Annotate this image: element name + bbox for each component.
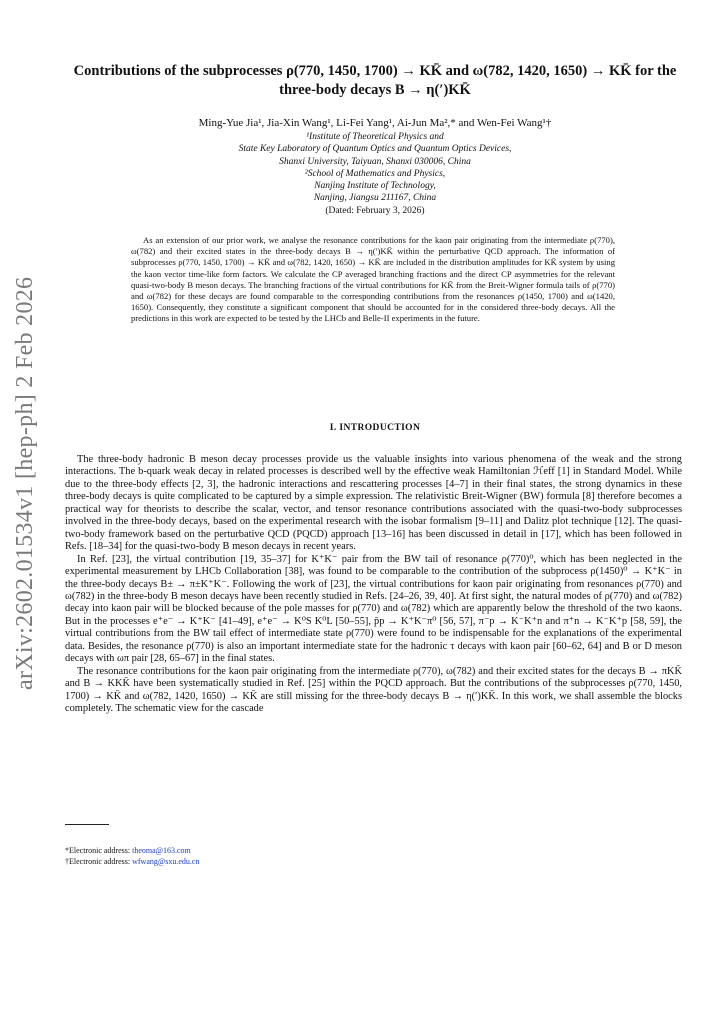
body-paragraph: The three-body hadronic B meson decay processes provide us the valuable insights into various phenomena of the weak and the strong interactions. The b-quark weak decay in related processes is described well by the effective weak Hamiltonian ℋeff [1] in Standard Model. While due to the three-body effects [2, 3], the hadronic interactions and rescattering processes [4–7] in their final states, the strong dynamics in these three-body decays is quite complicated to be captured by a simple expression. The relativistic Breit-Wigner (BW) formula [8] therefore becomes a practical way for theorists to describe the scalar, vector, and tensor resonance contributions associated with the quasi-two-body subprocesses involved in the three-body decays, based on the experimental research with the isobar formalism [9–11] and Dalitz plot technique [12]. The quasi-two-body framework based on the perturbative QCD (PQCD) approach [13–16] has been discussed in detail in [17], which has been followed in Refs. [18–34] for the quasi-two-body B meson decays in recent years.	[65, 454, 682, 553]
affiliations	[60, 131, 690, 217]
date-line: (Dated: February 3, 2026)	[325, 205, 425, 216]
footnote	[65, 857, 665, 868]
title-line-2: three-body decays B → η(′)KK̄	[279, 82, 471, 98]
abstract-text: As an extension of our prior work, we analyse the resonance contributions for the kaon pair originating from the intermediate ρ(770), ω(782) and their excited states in the three-body decays B → η(′)KK̄ within the perturbative QCD approach. The information of subprocesses ρ(770, 1450, 1700) → KK̄ and ω(782, 1420, 1650) → KK̄ are included in the distribution amplitudes for KK̄ system by using the kaon vector time-like form factors. We calculate the CP averaged branching fractions and the direct CP asymmetries for the relevant quasi-two-body B meson decays. The branching fractions of the virtual contributions for KK̄ from the Breit-Wigner formula tails of ρ(770) and ω(782) for these decays are found comparable to the corresponding contributions from the resonances ρ(1450, 1700) and ω(1420, 1650). Consequently, they constitute a significant component that should be accounted for in the considered three-body decays. All the predictions in this work are expected to be tested by the LHCb and Belle-II experiments in the future.	[131, 235, 615, 324]
footnotes	[65, 846, 665, 867]
section-heading-introduction: I. INTRODUCTION	[329, 423, 421, 433]
arxiv-identifier-stamp: arXiv:2602.01534v1 [hep-ph] 2 Feb 2026	[12, 276, 38, 690]
footnote-divider	[65, 824, 109, 825]
affiliation-line: ²School of Mathematics and Physics,	[304, 168, 446, 179]
affiliation-line: Nanjing Institute of Technology,	[314, 181, 436, 192]
email-link[interactable]: theoma@163.com	[132, 846, 191, 855]
body-paragraph: In Ref. [23], the virtual contribution [19, 35–37] for K⁺K⁻ pair from the BW tail of resonance ρ(770)⁰, which has been neglected in the experimental measurement by LHCb Collaboration [38], was found to be comparable to the contribution of the subprocess ρ(1450)⁰ → K⁺K⁻ in the three-body decays B± → π±K⁺K⁻. Following the work of [23], the virtual contributions for kaon pair originating from resonances ρ(770) and ω(782) in the three-body B meson decays have been recently studied in Refs. [24–26, 39, 40]. At first sight, the natural modes of ρ(770) and ω(782) decay into kaon pair will be blocked because of the pole masses for ρ(770) and ω(782) which are apparently below the threshold of the two kaons. But in the processes e⁺e⁻ → K⁺K⁻ [41–49], e⁺e⁻ → K⁰S K⁰L [50–55], p̄p → K⁺K⁻π⁰ [56, 57], π⁻p → K⁻K⁺n and π⁺n → K⁻K⁺p [58, 59], the virtual contributions from the BW tail effect of intermediate state ρ(770) were found to be indispensable for the explanations of the experimental data. Besides, the resonance ρ(770) is also an important intermediate state for the hadronic τ decays with kaon pair [60–62, 64] and B or D meson decays with ωπ pair [28, 65–67] in the final states.	[65, 553, 682, 665]
footnote	[65, 846, 665, 857]
affiliation-line: Shanxi University, Taiyuan, Shanxi 030006, China	[279, 156, 471, 167]
footnote-label: †Electronic address:	[65, 856, 133, 866]
email-link[interactable]: wfwang@sxu.edu.cn	[132, 856, 200, 866]
paper-title	[60, 62, 690, 100]
author-list: Ming-Yue Jia¹, Jia-Xin Wang¹, Li-Fei Yang¹, Ai-Jun Ma²,* and Wen-Fei Wang¹†	[198, 117, 552, 129]
affiliation-line: State Key Laboratory of Quantum Optics and Quantum Optics Devices,	[238, 144, 512, 155]
title-line-1: Contributions of the subprocesses ρ(770, 1450, 1700) → KK̄ and ω(782, 1420, 1650) → KK̄ for the	[73, 63, 677, 79]
abstract	[131, 235, 615, 325]
introduction-body	[65, 454, 682, 716]
affiliation-line: ¹Institute of Theoretical Physics and	[306, 132, 444, 142]
body-paragraph: The resonance contributions for the kaon pair originating from the intermediate ρ(770), ω(782) and their excited states for the decays B → πKK̄ and B → KKK̄ have been systematically studied in Ref. [25] within the PQCD approach. But the contributions of the subprocesses ρ(770, 1450, 1700) → KK̄ and ω(782, 1420, 1650) → KK̄ are still missing for the three-body decays B → η(′)KK̄. In this work, we shall assemble the blocks completely. The schematic view for the cascade	[65, 665, 682, 715]
footnote-label: *Electronic address:	[65, 846, 133, 855]
affiliation-line: Nanjing, Jiangsu 211167, China	[313, 193, 437, 204]
